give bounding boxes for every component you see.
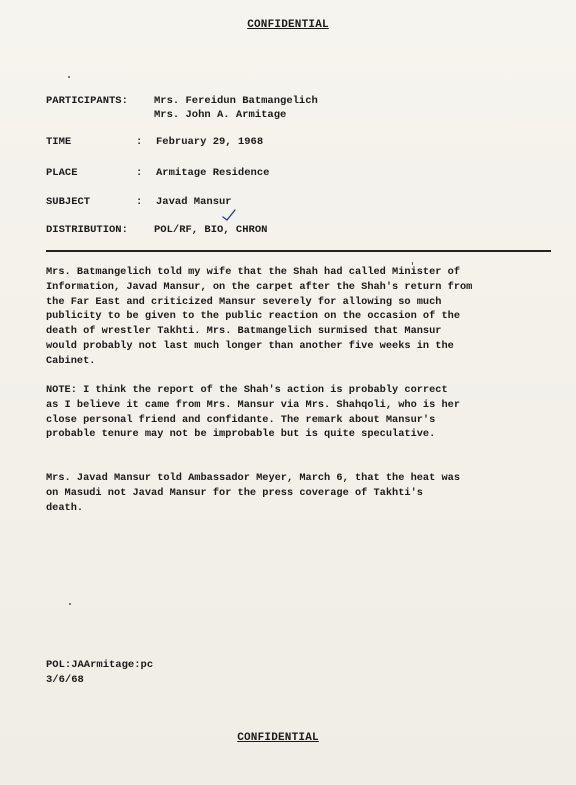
participants-label: PARTICIPANTS: xyxy=(46,95,128,107)
paragraph-3-line: on Masudi not Javad Mansur for the press coverage of Takhti's xyxy=(46,486,423,499)
classification-top: CONFIDENTIAL xyxy=(247,19,329,31)
header-divider xyxy=(46,250,551,252)
paragraph-1-line: would probably not last much longer than another five weeks in the xyxy=(46,339,454,352)
participants-list xyxy=(154,94,318,122)
paragraph-2-line: probable tenure may not be improbable but is quite speculative. xyxy=(46,428,436,441)
paragraph-2-line: close personal friend and confidante. The remark about Mansur's xyxy=(46,413,436,426)
paragraph-2-line: as I believe it came from Mrs. Mansur via Mrs. Shahqoli, who is her xyxy=(46,398,461,411)
participant-1: Mrs. Fereidun Batmangelich xyxy=(154,95,318,107)
paragraph-1-line: the Far East and criticized Mansur severely for allowing so much xyxy=(46,295,442,308)
paragraph-1-line: death of wrestler Takhti. Mrs. Batmangelich surmised that Mansur xyxy=(46,325,442,338)
place-label: PLACE xyxy=(46,167,78,179)
time-colon: : xyxy=(136,136,143,148)
subject-label: SUBJECT xyxy=(46,196,91,208)
paragraph-1-line: publicity to be given to the public reaction on the occasion of the xyxy=(46,310,461,323)
distribution-label: DISTRIBUTION: xyxy=(46,224,128,236)
check-mark-icon xyxy=(222,209,236,221)
subject-colon: : xyxy=(136,196,143,208)
paragraph-1-line: Mrs. Batmangelich told my wife that the Shah had called Minister of xyxy=(46,266,461,278)
time-row xyxy=(46,135,263,149)
paper-speck xyxy=(68,76,70,78)
paragraph-1-line: Cabinet. xyxy=(46,354,96,367)
paragraph-3-line: death. xyxy=(46,501,84,514)
place-row xyxy=(46,166,269,180)
paragraph-1 xyxy=(46,265,546,369)
paragraph-3-line: Mrs. Javad Mansur told Ambassador Meyer, March 6, that the heat was xyxy=(46,472,461,484)
paper-speck xyxy=(69,603,71,605)
classification-bottom: CONFIDENTIAL xyxy=(237,732,319,744)
drafter-line: POL:JAArmitage:pc xyxy=(46,659,154,671)
paragraph-3 xyxy=(46,471,546,515)
paragraph-2-note xyxy=(46,383,546,442)
place-value: Armitage Residence xyxy=(156,167,270,179)
distribution-row xyxy=(46,223,267,237)
place-colon: : xyxy=(136,167,143,179)
paper-speck xyxy=(412,262,413,265)
subject-value: Javad Mansur xyxy=(156,196,232,208)
draft-date: 3/6/68 xyxy=(46,674,84,686)
distribution-value: POL/RF, BIO, CHRON xyxy=(154,224,268,236)
participant-2: Mrs. John A. Armitage xyxy=(154,109,287,121)
participants-row xyxy=(46,94,318,122)
time-value: February 29, 1968 xyxy=(156,136,264,148)
paragraph-1-line: Information, Javad Mansur, on the carpet after the Shah's return from xyxy=(46,280,473,293)
time-label: TIME xyxy=(46,136,72,148)
subject-row xyxy=(46,195,232,209)
paragraph-2-line: NOTE: I think the report of the Shah's action is probably correct xyxy=(46,384,448,396)
